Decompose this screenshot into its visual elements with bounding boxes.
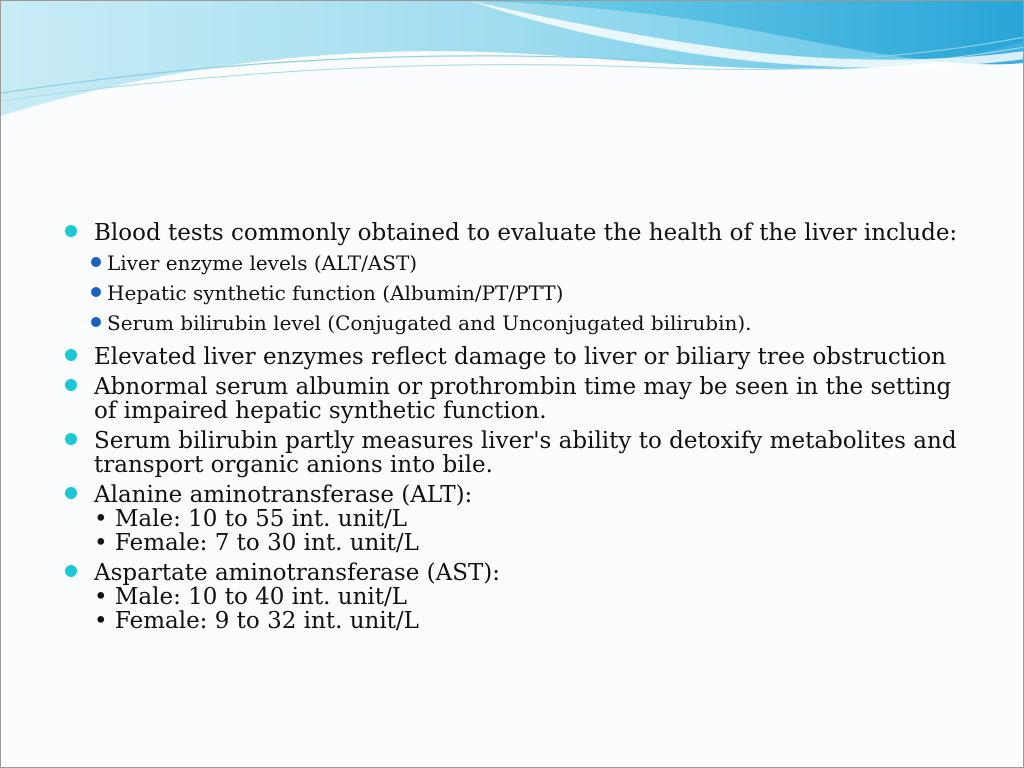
circle-bullet-icon bbox=[65, 487, 77, 499]
bullet-text: Aspartate aminotransferase (AST): bbox=[94, 560, 501, 586]
circle-bullet-icon bbox=[91, 317, 101, 327]
reference-range-female: • Female: 9 to 32 int. unit/L bbox=[94, 608, 419, 634]
sub-bullet-item bbox=[79, 251, 963, 275]
sub-bullet-text: Hepatic synthetic function (Albumin/PT/PTT) bbox=[107, 281, 564, 305]
sub-bullet-item bbox=[79, 311, 963, 335]
bullet-text: Serum bilirubin partly measures liver's ability to detoxify metabolites and transport organic anions into bile. bbox=[94, 428, 957, 478]
circle-bullet-icon bbox=[65, 225, 77, 237]
sub-bullet-item bbox=[79, 281, 963, 305]
circle-bullet-icon bbox=[65, 349, 77, 361]
sub-bullet-text: Serum bilirubin level (Conjugated and Unconjugated bilirubin). bbox=[107, 311, 752, 335]
bullet-text: Alanine aminotransferase (ALT): bbox=[94, 482, 473, 508]
wave-banner bbox=[1, 1, 1024, 131]
reference-range-male: • Male: 10 to 40 int. unit/L bbox=[94, 584, 408, 610]
reference-range-female: • Female: 7 to 30 int. unit/L bbox=[94, 530, 419, 556]
circle-bullet-icon bbox=[65, 379, 77, 391]
sub-bullet-text: Liver enzyme levels (ALT/AST) bbox=[107, 251, 418, 275]
circle-bullet-icon bbox=[91, 287, 101, 297]
bullet-item bbox=[63, 345, 963, 369]
reference-range-male: • Male: 10 to 55 int. unit/L bbox=[94, 506, 408, 532]
circle-bullet-icon bbox=[91, 257, 101, 267]
bullet-item bbox=[63, 221, 963, 245]
bullet-text: Elevated liver enzymes reflect damage to liver or biliary tree obstruction bbox=[94, 344, 946, 370]
bullet-item bbox=[63, 429, 963, 477]
sub-bullet-list bbox=[63, 251, 963, 335]
bullet-text: Abnormal serum albumin or prothrombin time may be seen in the setting of impaired hepatic synthetic function. bbox=[94, 374, 952, 424]
bullet-text: Blood tests commonly obtained to evaluate the health of the liver include: bbox=[94, 220, 958, 246]
bullet-list bbox=[63, 221, 963, 639]
bullet-item bbox=[63, 375, 963, 423]
circle-bullet-icon bbox=[65, 565, 77, 577]
bullet-item bbox=[63, 483, 963, 555]
circle-bullet-icon bbox=[65, 433, 77, 445]
bullet-item bbox=[63, 561, 963, 633]
